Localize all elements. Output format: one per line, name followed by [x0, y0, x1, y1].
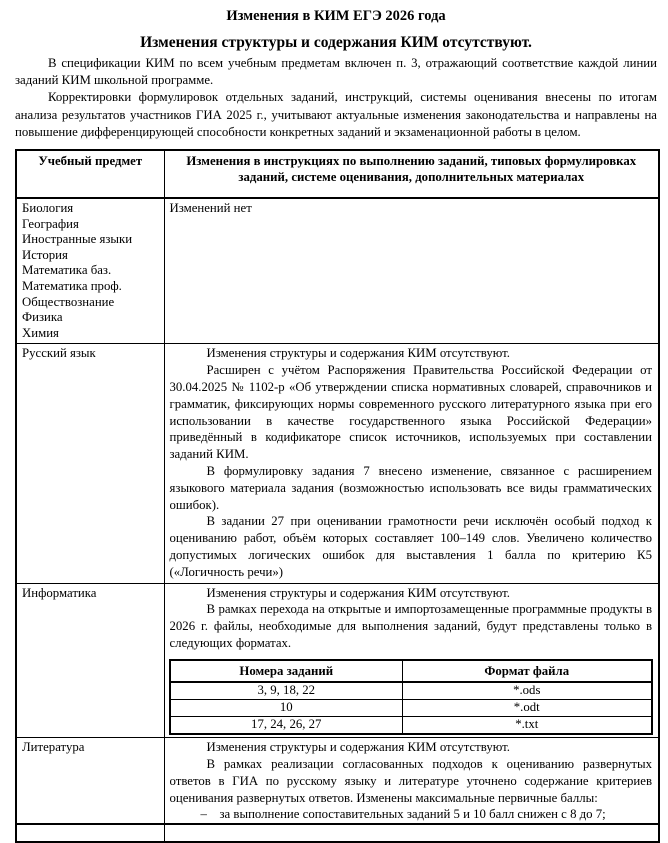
subject-column-header: Учебный предмет	[16, 150, 164, 198]
formats-header-row	[170, 660, 652, 683]
document-subtitle: Изменения структуры и содержания КИМ отсутствуют.	[140, 34, 532, 51]
bullet-dash-marker: –	[200, 807, 207, 822]
formats-row	[170, 700, 652, 717]
subject-name: Русский язык	[22, 346, 96, 361]
table-row-common-subjects	[16, 198, 659, 344]
changes-cell	[164, 738, 659, 842]
task-numbers-value: 10	[170, 700, 403, 717]
page-title: Изменения в КИМ ЕГЭ 2026 года	[226, 8, 446, 24]
subject-name: Математика баз.	[22, 263, 112, 278]
subject-name: Обществознание	[22, 294, 115, 309]
subject-name: Биология	[22, 201, 74, 216]
changes-paragraph: В формулировку задания 7 внесено изменение, связанное с расширением языкового материала задания (возможностью использовать все виды грамматических ошибок).	[169, 463, 652, 512]
bullet-list-item	[170, 806, 653, 823]
subject-name: Математика проф.	[22, 278, 122, 293]
changes-cell	[164, 198, 659, 344]
task-numbers-value: 17, 24, 26, 27	[170, 717, 403, 735]
page-cut-border	[15, 823, 658, 825]
intro-paragraph: В спецификации КИМ по всем учебным предметам включен п. 3, отражающий соответствие каждой линии заданий КИМ школьной программе.	[15, 56, 657, 88]
changes-paragraph: В рамках перехода на открытые и импортозамещенные программные продукты в 2026 г. файлы, необходимые для выполнения заданий, будут представлены только в следующих форматах.	[169, 602, 652, 650]
changes-cell	[164, 344, 659, 583]
subject-name: География	[22, 216, 79, 231]
subject-name: История	[22, 247, 68, 262]
changes-paragraph: Изменения структуры и содержания КИМ отсутствуют.	[206, 585, 510, 600]
changes-paragraph: Изменения структуры и содержания КИМ отсутствуют.	[206, 740, 510, 755]
changes-paragraph: В задании 27 при оценивании грамотности речи исключён особый подход к оцениванию работ, объём которых составляет 100–149 слов. Увеличено количество допустимых логических ошибок для выставления 1 балла по критерию К5 («Логичность речи»)	[169, 514, 652, 579]
task-numbers-value: 3, 9, 18, 22	[170, 682, 403, 700]
table-row-informatics	[16, 583, 659, 738]
bullet-text: за выполнение сопоставительных заданий 5 и 10 балл снижен с 8 до 7;	[219, 807, 606, 822]
table-row-literature	[16, 738, 659, 842]
file-format-value: *.odt	[403, 700, 652, 717]
changes-column-header: Изменения в инструкциях по выполнению заданий, типовых формулировках заданий, системе оценивания, дополнительных материалах	[164, 150, 659, 198]
file-format-value: *.txt	[403, 717, 652, 735]
subject-name: Иностранные языки	[22, 232, 133, 247]
changes-table	[15, 149, 660, 843]
changes-paragraph: В рамках реализации согласованных подходов к оцениванию развернутых ответов в ГИА по русскому языку и литературе уточнено содержание критериев оценивания развернутых ответов. Изменены максимальные первичные баллы:	[169, 757, 652, 805]
table-row-russian	[16, 344, 659, 583]
changes-paragraph: Изменений нет	[169, 201, 252, 216]
changes-paragraph: Расширен с учётом Распоряжения Правительства Российской Федерации от 30.04.2025 № 1102-р «Об утверждении списка нормативных словарей, справочников и грамматик, фиксирующих нормы современного русского литературного языка при его использовании в качестве государственного языка Российской Федерации» приведённый в кодификаторе список источников, используемых при составлении заданий КИМ.	[169, 363, 652, 462]
intro-paragraph: Корректировки формулировок отдельных заданий, инструкций, системы оценивания внесены по итогам анализа результатов участников ГИА 2025 г., учитывают актуальные изменения законодательства и направлены на повышение дифференцирующей способности конкретных заданий и экзаменационной работы в целом.	[15, 90, 657, 139]
subject-name: Информатика	[22, 585, 97, 600]
file-formats-table	[169, 659, 653, 736]
changes-paragraph: Изменения структуры и содержания КИМ отсутствуют.	[206, 346, 510, 361]
subject-name: Химия	[22, 325, 59, 340]
subject-name: Физика	[22, 310, 63, 325]
subjects-cell	[16, 198, 164, 344]
formats-row	[170, 717, 652, 735]
file-format-header: Формат файла	[403, 660, 652, 683]
subjects-cell	[16, 583, 164, 738]
subjects-cell	[16, 344, 164, 583]
table-header-row	[16, 150, 659, 198]
changes-cell	[164, 583, 659, 738]
subject-name: Литература	[22, 740, 85, 755]
file-format-value: *.ods	[403, 682, 652, 700]
subjects-cell	[16, 738, 164, 842]
task-numbers-header: Номера заданий	[170, 660, 403, 683]
formats-row	[170, 682, 652, 700]
